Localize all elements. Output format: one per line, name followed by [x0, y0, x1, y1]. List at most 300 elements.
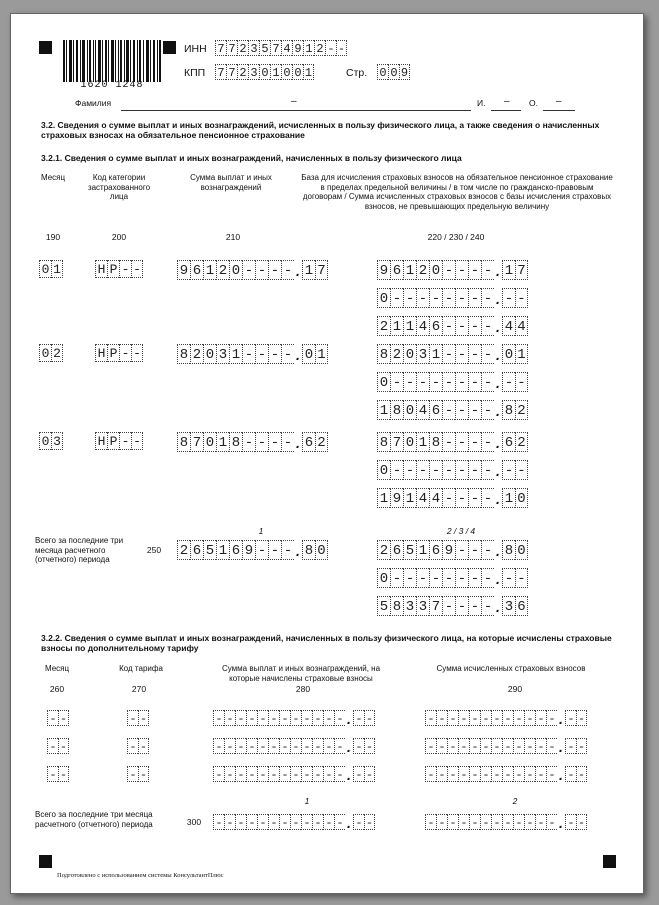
sum-322-field-1-fraction-cell: -: [365, 712, 374, 726]
sum-field-3-fraction: [302, 432, 328, 452]
page-number-label: Стр.: [346, 67, 368, 79]
sum-322-field-3-cell: -: [224, 766, 235, 782]
total-300-sum-field-cell: -: [290, 814, 301, 830]
sum-322-field-3-cell: -: [334, 766, 345, 782]
sum-322-field-1-cell: -: [213, 710, 224, 726]
contrib-field-1-cell: -: [469, 710, 480, 726]
total-300-contrib-field-cell: -: [502, 814, 513, 830]
inn-cell: 1: [303, 40, 314, 56]
sum-field-3-cell: 8: [177, 432, 190, 452]
base-field-2-1-cell: 1: [429, 344, 442, 364]
base-field-2-1-fraction: [502, 344, 528, 364]
total-250-base-field-2-decimal-point: .: [496, 571, 500, 587]
total-300-contrib-field-cell: -: [447, 814, 458, 830]
total-250-base-field-2[interactable]: [377, 568, 528, 588]
sum-field-3-cell: 1: [216, 432, 229, 452]
contrib-field-2-cell: -: [425, 738, 436, 754]
month-field-3-cell: 3: [51, 432, 63, 450]
tariff-field-3[interactable]: [127, 766, 149, 782]
base-field-1-2-cell: -: [481, 288, 494, 308]
contrib-field-1-cell: -: [524, 710, 535, 726]
sum-322-field-2-cell: -: [323, 738, 334, 754]
sum-field-2-cell: 1: [229, 344, 242, 364]
col-sum-header: Сумма выплат и иных вознаграждений: [190, 173, 272, 192]
base-field-1-2-cell: -: [403, 288, 416, 308]
month-322-field-3[interactable]: [47, 766, 69, 782]
total-300-label: Всего за последние три месяца расчетного (отчетного) периода: [35, 810, 153, 829]
total-col-1-label: 1: [258, 526, 264, 536]
code-210: 210: [225, 232, 241, 242]
contrib-field-2-cell: -: [524, 738, 535, 754]
total-250-base-field-1-fraction: [502, 540, 528, 560]
sum-322-field-1-decimal-point: .: [347, 711, 351, 727]
corner-marker-bottom-left: [39, 855, 52, 868]
base-field-1-2-cell: -: [390, 288, 403, 308]
total-250-sum-field-cell: 6: [190, 540, 203, 560]
initial-i-value[interactable]: –: [504, 96, 510, 107]
page-number-cell: 0: [377, 64, 388, 80]
sum-field-3-cell: 0: [203, 432, 216, 452]
code-250: 250: [146, 545, 162, 555]
inn-cell: -: [337, 42, 346, 56]
tariff-field-1[interactable]: [127, 710, 149, 726]
base-field-3-2-cell: 0: [377, 460, 390, 480]
inn-cell: 7: [270, 40, 281, 56]
col-base-header: База для исчисления страховых взносов на обязательное пенсионное страхование в пределах предельной величины / в том числе по гражданско-правовым договорам / Сумма исчисленных страховых взносов с базы исчисления страховых взносов, не превышающих предельную величину: [301, 173, 613, 211]
base-field-3-3-cell: -: [481, 488, 494, 508]
total-250-base-field-1-decimal-point: .: [496, 543, 500, 559]
month-field-3[interactable]: [39, 432, 63, 450]
inn-cell: 3: [248, 40, 259, 56]
base-field-2-3-decimal-point: .: [496, 403, 500, 419]
total-250-base-field-3-cell: 7: [429, 596, 442, 616]
base-field-3-3-cell: 1: [403, 488, 416, 508]
base-field-2-1-cell: 2: [390, 344, 403, 364]
contrib-field-3-cell: -: [458, 766, 469, 782]
col-category-header: Код категории застрахованного лица: [87, 173, 151, 201]
month-322-field-2-cell: -: [47, 738, 58, 754]
sum-field-3-cell: -: [255, 432, 268, 452]
category-field-2-cell: Н: [95, 344, 107, 362]
total-300-sum-field-decimal-point: .: [347, 815, 351, 831]
code-260: 260: [49, 684, 65, 694]
base-field-2-3[interactable]: [377, 400, 528, 420]
sum-field-1-cell: 1: [203, 260, 216, 280]
base-field-1-2-fraction-cell: -: [515, 288, 528, 308]
sum-322-field-1-cell: -: [268, 710, 279, 726]
contrib-field-3[interactable]: [425, 766, 587, 782]
code-200: 200: [111, 232, 127, 242]
sum-field-3-cell: 7: [190, 432, 203, 452]
sum-field-1-fraction-cell: 7: [315, 260, 328, 280]
total-250-base-field-2-cell: -: [481, 568, 494, 588]
contrib-field-3-cell: -: [425, 766, 436, 782]
contrib-field-3-fraction: [565, 766, 587, 782]
sum-322-field-2-fraction: [353, 738, 375, 754]
tariff-field-2[interactable]: [127, 738, 149, 754]
base-field-3-3-cell: -: [455, 488, 468, 508]
total-250-sum-field-cell: 6: [229, 540, 242, 560]
base-field-3-1-cell: -: [468, 432, 481, 452]
total-300-contrib-field-cell: -: [546, 814, 557, 830]
sum-322-field-3-cell: -: [279, 766, 290, 782]
code-220-230-240: 220 / 230 / 240: [427, 232, 485, 242]
total-300-sum-field-fraction: [353, 814, 375, 830]
total-250-base-field-2-cell: 0: [377, 568, 390, 588]
base-field-3-3-cell: 4: [429, 488, 442, 508]
kpp-cell: 0: [259, 64, 270, 80]
total-300-sum-field-cell: -: [268, 814, 279, 830]
sum-322-field-2-fraction-cell: -: [353, 738, 364, 754]
category-field-3-cell: Р: [107, 432, 119, 450]
total-300-contrib-field-cell: -: [524, 814, 535, 830]
inn-cell: 5: [259, 40, 270, 56]
col-contrib-header: Сумма исчисленных страховых взносов: [436, 664, 586, 673]
total-col-234-label: 2 / 3 / 4: [446, 526, 476, 536]
base-field-1-3-fraction-cell: 4: [502, 316, 515, 336]
inn-cell: 2: [314, 40, 325, 56]
sum-322-field-2-cell: -: [334, 738, 345, 754]
category-field-2[interactable]: [95, 344, 143, 362]
contrib-field-2-cell: -: [436, 738, 447, 754]
sum-322-field-3-cell: -: [323, 766, 334, 782]
inn-field[interactable]: [215, 40, 347, 56]
base-field-3-1-cell: 1: [416, 432, 429, 452]
total-300-contrib-field-decimal-point: .: [559, 815, 563, 831]
base-field-1-2[interactable]: [377, 288, 528, 308]
kpp-cell: 7: [215, 64, 226, 80]
base-field-1-1-cell: 6: [390, 260, 403, 280]
month-field-2[interactable]: [39, 344, 63, 362]
total-300-sum-field-cell: -: [279, 814, 290, 830]
sum-field-1-decimal-point: .: [296, 263, 300, 279]
total-250-sum-field[interactable]: [177, 540, 328, 560]
category-field-1[interactable]: [95, 260, 143, 278]
sum-field-3-fraction-cell: 2: [315, 432, 328, 452]
contrib-field-1-cell: -: [458, 710, 469, 726]
sum-322-field-1-cell: -: [224, 710, 235, 726]
sum-322-field-1[interactable]: [213, 710, 375, 726]
sum-field-2-cell: 3: [216, 344, 229, 364]
category-field-2-cell: -: [131, 344, 143, 362]
base-field-1-3-decimal-point: .: [496, 319, 500, 335]
surname-underline: [121, 110, 471, 111]
sum-322-field-1-cell: -: [235, 710, 246, 726]
contrib-field-3-fraction-cell: -: [577, 768, 586, 782]
total-300-sum-field-cell: -: [323, 814, 334, 830]
base-field-3-1-fraction-cell: 6: [502, 432, 515, 452]
col-month-header: Месяц: [40, 173, 66, 182]
base-field-2-2-cell: -: [429, 372, 442, 392]
month-322-field-1-cell: -: [47, 710, 58, 726]
total-250-base-field-3-cell: 3: [403, 596, 416, 616]
base-field-2-2-fraction: [502, 372, 528, 392]
total-250-sum-field-cell: 2: [177, 540, 190, 560]
total-250-base-field-3-fraction: [502, 596, 528, 616]
total-250-base-field-1[interactable]: [377, 540, 528, 560]
total-250-base-field-1-cell: 1: [416, 540, 429, 560]
base-field-3-2-cell: -: [429, 460, 442, 480]
initial-i-underline: [491, 110, 521, 111]
contrib-field-3-fraction-cell: -: [565, 766, 576, 782]
sum-field-1-cell: 2: [216, 260, 229, 280]
sum-field-2-cell: -: [281, 344, 294, 364]
barcode-number: 1620 1248: [80, 80, 144, 91]
base-field-3-2-cell: -: [455, 460, 468, 480]
total-250-base-field-2-cell: -: [455, 568, 468, 588]
base-field-3-2-cell: -: [442, 460, 455, 480]
base-field-2-2-cell: -: [481, 372, 494, 392]
total-250-base-field-3-fraction-cell: 3: [502, 596, 515, 616]
total-250-base-field-3-fraction-cell: 6: [515, 596, 528, 616]
kpp-cell: 7: [226, 64, 237, 80]
contrib-field-2-cell: -: [513, 738, 524, 754]
total-250-base-field-1-cell: 6: [429, 540, 442, 560]
category-field-3-cell: -: [131, 432, 143, 450]
sum-field-2-decimal-point: .: [296, 347, 300, 363]
base-field-3-1-cell: 7: [390, 432, 403, 452]
month-322-field-3-cell: -: [59, 768, 68, 782]
contrib-field-2-cell: -: [535, 738, 546, 754]
contrib-field-1[interactable]: [425, 710, 587, 726]
sum-field-1-cell: -: [255, 260, 268, 280]
sum-322-field-2-cell: -: [290, 738, 301, 754]
sum-field-1-cell: 6: [190, 260, 203, 280]
base-field-1-3-fraction-cell: 4: [515, 316, 528, 336]
contrib-field-2-cell: -: [480, 738, 491, 754]
code-190: 190: [45, 232, 61, 242]
total-300-sum-field-fraction-cell: -: [353, 814, 364, 830]
contrib-field-1-fraction: [565, 710, 587, 726]
base-field-3-1-fraction: [502, 432, 528, 452]
base-field-3-2-cell: -: [416, 460, 429, 480]
base-field-1-1-cell: -: [442, 260, 455, 280]
base-field-2-1[interactable]: [377, 344, 528, 364]
total-250-base-field-2-cell: -: [403, 568, 416, 588]
section-3-2-1-title: 3.2.1. Сведения о сумме выплат и иных вознаграждений, начисленных в пользу физического лица: [41, 153, 462, 163]
base-field-2-3-cell: 6: [429, 400, 442, 420]
total-300-contrib-field-cell: -: [458, 814, 469, 830]
kpp-cell: 0: [292, 64, 303, 80]
surname-label: Фамилия: [75, 98, 112, 108]
base-field-2-1-fraction-cell: 0: [502, 344, 515, 364]
inn-cell: 7: [215, 40, 226, 56]
kpp-cell: 0: [281, 64, 292, 80]
total-300-sum-field[interactable]: [213, 814, 375, 830]
inn-cell: 2: [237, 40, 248, 56]
sum-322-field-3-fraction: [353, 766, 375, 782]
page-number-cell: 0: [388, 64, 399, 80]
contrib-field-2-fraction-cell: -: [577, 740, 586, 754]
base-field-2-2[interactable]: [377, 372, 528, 392]
sum-322-field-1-cell: -: [246, 710, 257, 726]
base-field-1-2-cell: -: [416, 288, 429, 308]
tariff-field-1-cell: -: [139, 712, 148, 726]
contrib-field-1-cell: -: [502, 710, 513, 726]
total-300-contrib-field[interactable]: [425, 814, 587, 830]
sum-field-3-cell: -: [268, 432, 281, 452]
base-field-3-3-cell: 1: [377, 488, 390, 508]
base-field-2-1-cell: -: [442, 344, 455, 364]
base-field-3-3-fraction-cell: 0: [515, 488, 528, 508]
surname-value[interactable]: –: [291, 96, 297, 107]
sum-322-field-3[interactable]: [213, 766, 375, 782]
base-field-1-3-cell: 2: [377, 316, 390, 336]
total-250-base-field-1-fraction-cell: 0: [515, 540, 528, 560]
base-field-1-1-decimal-point: .: [496, 263, 500, 279]
month-field-1-cell: 0: [39, 260, 51, 278]
sum-field-2-fraction-cell: 1: [315, 344, 328, 364]
base-field-3-1-cell: 8: [377, 432, 390, 452]
page-number-field[interactable]: [377, 64, 410, 80]
base-field-1-1-fraction: [502, 260, 528, 280]
month-field-3-cell: 0: [39, 432, 51, 450]
total-300-sum-field-cell: -: [257, 814, 268, 830]
sum-322-field-3-fraction-cell: -: [353, 766, 364, 782]
base-field-1-2-fraction: [502, 288, 528, 308]
base-field-1-3[interactable]: [377, 316, 528, 336]
sum-field-2-fraction: [302, 344, 328, 364]
total-250-sum-field-cell: -: [255, 540, 268, 560]
base-field-1-2-cell: -: [429, 288, 442, 308]
inn-label: ИНН: [184, 43, 207, 55]
kpp-field[interactable]: [215, 64, 314, 80]
base-field-3-1-cell: -: [455, 432, 468, 452]
category-field-1-cell: Р: [107, 260, 119, 278]
code-270: 270: [131, 684, 147, 694]
sum-322-field-3-cell: -: [213, 766, 224, 782]
category-field-3[interactable]: [95, 432, 143, 450]
contrib-field-1-cell: -: [425, 710, 436, 726]
base-field-1-2-cell: -: [468, 288, 481, 308]
sum-322-field-2[interactable]: [213, 738, 375, 754]
sum-field-2-cell: -: [268, 344, 281, 364]
total-250-base-field-3-decimal-point: .: [496, 599, 500, 615]
month-field-1[interactable]: [39, 260, 63, 278]
barcode-image: [63, 40, 161, 82]
base-field-3-2-fraction-cell: -: [502, 460, 515, 480]
base-field-2-3-fraction-cell: 8: [502, 400, 515, 420]
base-field-1-1[interactable]: [377, 260, 528, 280]
base-field-2-2-cell: -: [390, 372, 403, 392]
contrib-field-1-cell: -: [447, 710, 458, 726]
contrib-field-3-cell: -: [535, 766, 546, 782]
sum-322-field-1-cell: -: [334, 710, 345, 726]
sum-field-1-fraction-cell: 1: [302, 260, 315, 280]
total-250-base-field-1-cell: 6: [390, 540, 403, 560]
base-field-3-2[interactable]: [377, 460, 528, 480]
corner-marker-top-center: [163, 41, 176, 54]
initial-o-value[interactable]: –: [556, 96, 562, 107]
total-300-sum-field-cell: -: [301, 814, 312, 830]
total-250-label: Всего за последние три месяца расчетного (отчетного) периода: [35, 536, 124, 564]
section-3-2-2-title: 3.2.2. Сведения о сумме выплат и иных вознаграждений, начисленных в пользу физического лица, на которые исчислены страховые взносы по дополнительному тарифу: [41, 633, 612, 653]
category-field-3-cell: -: [119, 432, 131, 450]
contrib-field-3-decimal-point: .: [559, 767, 563, 783]
base-field-1-2-cell: -: [442, 288, 455, 308]
base-field-3-2-fraction: [502, 460, 528, 480]
category-field-1-cell: -: [119, 260, 131, 278]
contrib-field-2-fraction: [565, 738, 587, 754]
total-250-base-field-1-cell: 2: [377, 540, 390, 560]
base-field-2-3-cell: -: [442, 400, 455, 420]
sum-field-1-cell: 9: [177, 260, 190, 280]
contrib-field-1-cell: -: [535, 710, 546, 726]
total-250-sum-field-cell: 1: [216, 540, 229, 560]
base-field-3-1-cell: 8: [429, 432, 442, 452]
total-300-sum-field-cell: -: [246, 814, 257, 830]
base-field-3-1-fraction-cell: 2: [515, 432, 528, 452]
base-field-2-1-cell: 0: [403, 344, 416, 364]
base-field-1-2-cell: 0: [377, 288, 390, 308]
col-month-322-header: Месяц: [44, 664, 70, 673]
base-field-3-2-cell: -: [481, 460, 494, 480]
corner-marker-top-left: [39, 41, 52, 54]
contrib-field-1-cell: -: [480, 710, 491, 726]
contrib-field-3-cell: -: [436, 766, 447, 782]
category-field-2-cell: -: [119, 344, 131, 362]
total-250-sum-field-cell: 9: [242, 540, 255, 560]
sum-field-1[interactable]: [177, 260, 328, 280]
kpp-cell: 1: [304, 66, 313, 80]
sum-322-field-1-fraction-cell: -: [353, 710, 364, 726]
sum-322-field-2-cell: -: [213, 738, 224, 754]
total-250-base-field-1-cell: 9: [442, 540, 455, 560]
total-250-base-field-3-cell: -: [455, 596, 468, 616]
base-field-1-1-cell: 2: [416, 260, 429, 280]
sum-field-3[interactable]: [177, 432, 328, 452]
base-field-2-3-cell: 0: [403, 400, 416, 420]
contrib-field-3-cell: -: [447, 766, 458, 782]
total-250-base-field-1-cell: 5: [403, 540, 416, 560]
base-field-3-3-cell: -: [442, 488, 455, 508]
sum-field-2[interactable]: [177, 344, 328, 364]
sum-field-2-fraction-cell: 0: [302, 344, 315, 364]
base-field-2-1-cell: -: [481, 344, 494, 364]
base-field-1-3-cell: 1: [403, 316, 416, 336]
total-300-contrib-field-fraction-cell: -: [565, 814, 576, 830]
total-300-sum-field-cell: -: [224, 814, 235, 830]
total-250-base-field-2-cell: -: [416, 568, 429, 588]
total-300-sum-field-cell: -: [235, 814, 246, 830]
contrib-field-2[interactable]: [425, 738, 587, 754]
base-field-1-3-cell: -: [468, 316, 481, 336]
initial-i-label: И.: [477, 98, 486, 108]
month-322-field-1[interactable]: [47, 710, 69, 726]
base-field-3-3[interactable]: [377, 488, 528, 508]
total-300-sum-field-cell: -: [213, 814, 224, 830]
contrib-field-3-cell: -: [524, 766, 535, 782]
total-300-col-2-label: 2: [512, 796, 518, 806]
base-field-2-2-fraction-cell: -: [502, 372, 515, 392]
contrib-field-1-fraction-cell: -: [565, 710, 576, 726]
month-322-field-2[interactable]: [47, 738, 69, 754]
base-field-1-1-fraction-cell: 7: [515, 260, 528, 280]
total-250-base-field-3-cell: 3: [416, 596, 429, 616]
sum-field-2-cell: 0: [203, 344, 216, 364]
total-250-base-field-1-cell: -: [468, 540, 481, 560]
sum-322-field-2-fraction-cell: -: [365, 740, 374, 754]
base-field-3-1[interactable]: [377, 432, 528, 452]
base-field-2-3-cell: 4: [416, 400, 429, 420]
page-number-cell: 9: [400, 66, 409, 80]
contrib-field-1-cell: -: [513, 710, 524, 726]
total-250-base-field-3[interactable]: [377, 596, 528, 616]
total-250-base-field-1-cell: -: [481, 540, 494, 560]
total-250-base-field-2-cell: -: [442, 568, 455, 588]
tariff-field-1-cell: -: [127, 710, 138, 726]
sum-322-field-3-cell: -: [257, 766, 268, 782]
